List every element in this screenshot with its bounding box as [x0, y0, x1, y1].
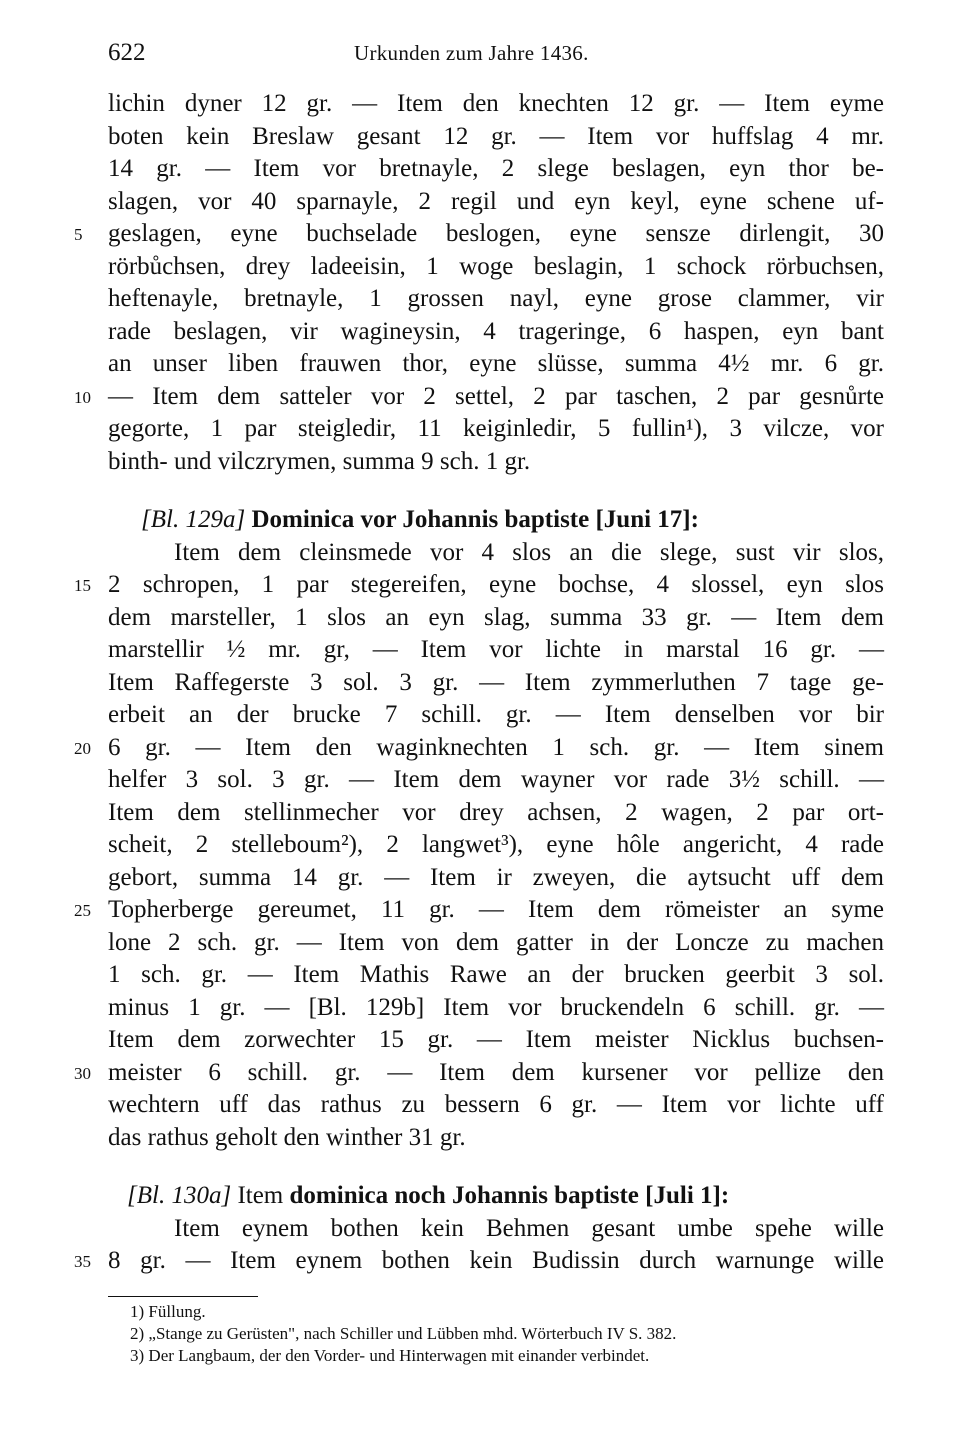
folio-reference: [Bl. 129a] [141, 506, 246, 533]
line-text: Item dem stellinmecher vor drey achsen, 2 wagen, 2 par ort- [108, 798, 884, 826]
text-line [108, 797, 884, 830]
text-line [74, 381, 884, 414]
line-number: 25 [74, 901, 91, 920]
text-block-3 [74, 1213, 884, 1278]
text-line [108, 1089, 884, 1122]
line-text: helfer 3 sol. 3 gr. — Item dem wayner vor rade 3½ schill. — [108, 766, 884, 793]
line-text: Item dem zorwechter 15 gr. — Item meister Nicklus buchsen- [108, 1026, 884, 1053]
line-number: 15 [74, 576, 91, 595]
text-line [74, 218, 884, 251]
line-text: heftenayle, bretnayle, 1 grossen nayl, eyne grose clammer, vir [108, 285, 884, 312]
text-line [108, 348, 884, 381]
line-text: wechtern uff das rathus zu bessern 6 gr. — Item vor lichte uff [108, 1091, 884, 1118]
footnote [130, 1301, 890, 1323]
line-number: 20 [74, 738, 91, 758]
text-line [108, 862, 884, 895]
text-line [74, 1057, 884, 1090]
text-line [74, 569, 884, 602]
footnote [130, 1345, 890, 1367]
line-text: gegorte, 1 par steigledir, 11 keiginledir, 5 fullin¹), 3 vilcze, vor [108, 415, 884, 442]
section-title: dominica noch Johannis baptiste [Juli 1]: [289, 1182, 730, 1209]
line-text: lichin dyner 12 gr. — Item den knechten 12 gr. — Item eyme [108, 90, 884, 117]
line-text: Item Raffegerste 3 sol. 3 gr. — Item zymmerluthen 7 tage ge- [108, 668, 884, 696]
text-line [108, 153, 884, 186]
line-text: das rathus geholt den winther 31 gr. [108, 1123, 466, 1151]
text-line [108, 413, 884, 446]
text-line [74, 732, 884, 765]
footnote [130, 1323, 890, 1345]
line-text: scheit, 2 stelleboum²), 2 langwet³), eyne hôle angericht, 4 rade [108, 831, 884, 858]
text-line [108, 88, 884, 121]
text-line [74, 1245, 884, 1278]
running-head: Urkunden zum Jahre 1436. [354, 41, 589, 65]
line-text: geslagen, eyne buchselade beslogen, eyne sensze dirlengit, 30 [108, 220, 884, 247]
line-text: binth- und vilczrymen, summa 9 sch. 1 gr. [108, 447, 531, 475]
section-prefix: Item [237, 1182, 284, 1209]
line-text: Item dem cleinsmede vor 4 slos an die slege, sust vir slos, [174, 538, 884, 566]
line-text: 1 sch. gr. — Item Mathis Rawe an der brucken geerbit 3 sol. [108, 961, 884, 988]
line-text: rade beslagen, vir wagineysin, 4 trageringe, 6 haspen, eyn bant [108, 317, 884, 345]
footnote-mark: 2) [130, 1324, 145, 1343]
text-line [108, 537, 884, 570]
line-text: dem marsteller, 1 slos an eyn slag, summa 33 gr. — Item dem [108, 603, 884, 631]
footnote-text: Der Langbaum, der den Vorder- und Hinterwagen mit einander verbindet. [148, 1346, 650, 1365]
line-number: 10 [74, 387, 91, 407]
text-line [108, 316, 884, 349]
text-line [108, 1122, 884, 1155]
text-line [108, 699, 884, 732]
text-line [108, 283, 884, 316]
line-number: 5 [74, 225, 83, 244]
text-line [108, 186, 884, 219]
line-text: slagen, vor 40 sparnayle, 2 regil und eyn keyl, eyne schene uf- [108, 187, 884, 215]
line-text: 8 gr. — Item eynem bothen kein Budissin durch warnunge wille [108, 1247, 884, 1274]
page-number: 622 [108, 39, 146, 66]
footnote-text: Füllung. [148, 1302, 206, 1321]
footnote-mark: 1) [130, 1302, 145, 1321]
line-text: gebort, summa 14 gr. — Item ir zweyen, die aytsucht uff dem [108, 863, 884, 891]
line-number: 30 [74, 1063, 91, 1083]
line-text: rörbůchsen, drey ladeeisin, 1 woge beslagin, 1 schock rörbuchsen, [108, 252, 884, 280]
text-block-2 [74, 537, 884, 1155]
text-line [108, 634, 884, 667]
line-text: Topherberge gereumet, 11 gr. — Item dem römeister an syme [108, 896, 884, 923]
text-line [108, 602, 884, 635]
text-line [108, 959, 884, 992]
text-line [108, 121, 884, 154]
line-text: marstellir ½ mr. gr, — Item vor lichte in marstal 16 gr. — [108, 636, 884, 663]
text-line [108, 764, 884, 797]
text-line [108, 829, 884, 862]
footnotes [130, 1301, 890, 1367]
text-line [74, 894, 884, 927]
line-text: minus 1 gr. — [Bl. 129b] Item vor bruckendeln 6 schill. gr. — [108, 993, 884, 1021]
text-line [108, 446, 884, 479]
footnote-text: „Stange zu Gerüsten", nach Schiller und Lübben mhd. Wörterbuch IV S. 382. [148, 1324, 677, 1343]
line-text: 14 gr. — Item vor bretnayle, 2 slege beslagen, eyn thor be- [108, 155, 884, 182]
line-text: — Item dem satteler vor 2 settel, 2 par taschen, 2 par gesnůrte [108, 382, 884, 410]
line-text: an unser liben frauwen thor, eyne slüsse, summa 4½ mr. 6 gr. [108, 350, 884, 377]
main-text [74, 88, 884, 1278]
text-line [108, 251, 884, 284]
folio-reference: [Bl. 130a] [127, 1182, 232, 1209]
line-text: lone 2 sch. gr. — Item von dem gatter in der Loncze zu machen [108, 928, 884, 956]
text-line [108, 1213, 884, 1246]
section-heading-1 [108, 504, 884, 537]
section-heading-2 [108, 1180, 884, 1213]
text-line [108, 927, 884, 960]
text-line [108, 667, 884, 700]
line-text: meister 6 schill. gr. — Item dem kursener vor pellize den [108, 1058, 884, 1086]
line-text: 2 schropen, 1 par stegereifen, eyne bochse, 4 slossel, eyn slos [108, 571, 884, 598]
line-text: erbeit an der brucke 7 schill. gr. — Item denselben vor bir [108, 701, 884, 728]
text-line [108, 992, 884, 1025]
line-text: 6 gr. — Item den waginknechten 1 sch. gr. — Item sinem [108, 733, 884, 761]
line-text: boten kein Breslaw gesant 12 gr. — Item vor huffslag 4 mr. [108, 122, 884, 150]
line-number: 35 [74, 1252, 91, 1271]
text-block-1 [74, 88, 884, 478]
text-line [108, 1024, 884, 1057]
footnote-divider [108, 1296, 258, 1297]
section-title: Dominica vor Johannis baptiste [Juni 17]: [251, 506, 699, 533]
footnote-mark: 3) [130, 1346, 145, 1365]
line-text: Item eynem bothen kein Behmen gesant umbe spehe wille [174, 1214, 884, 1242]
